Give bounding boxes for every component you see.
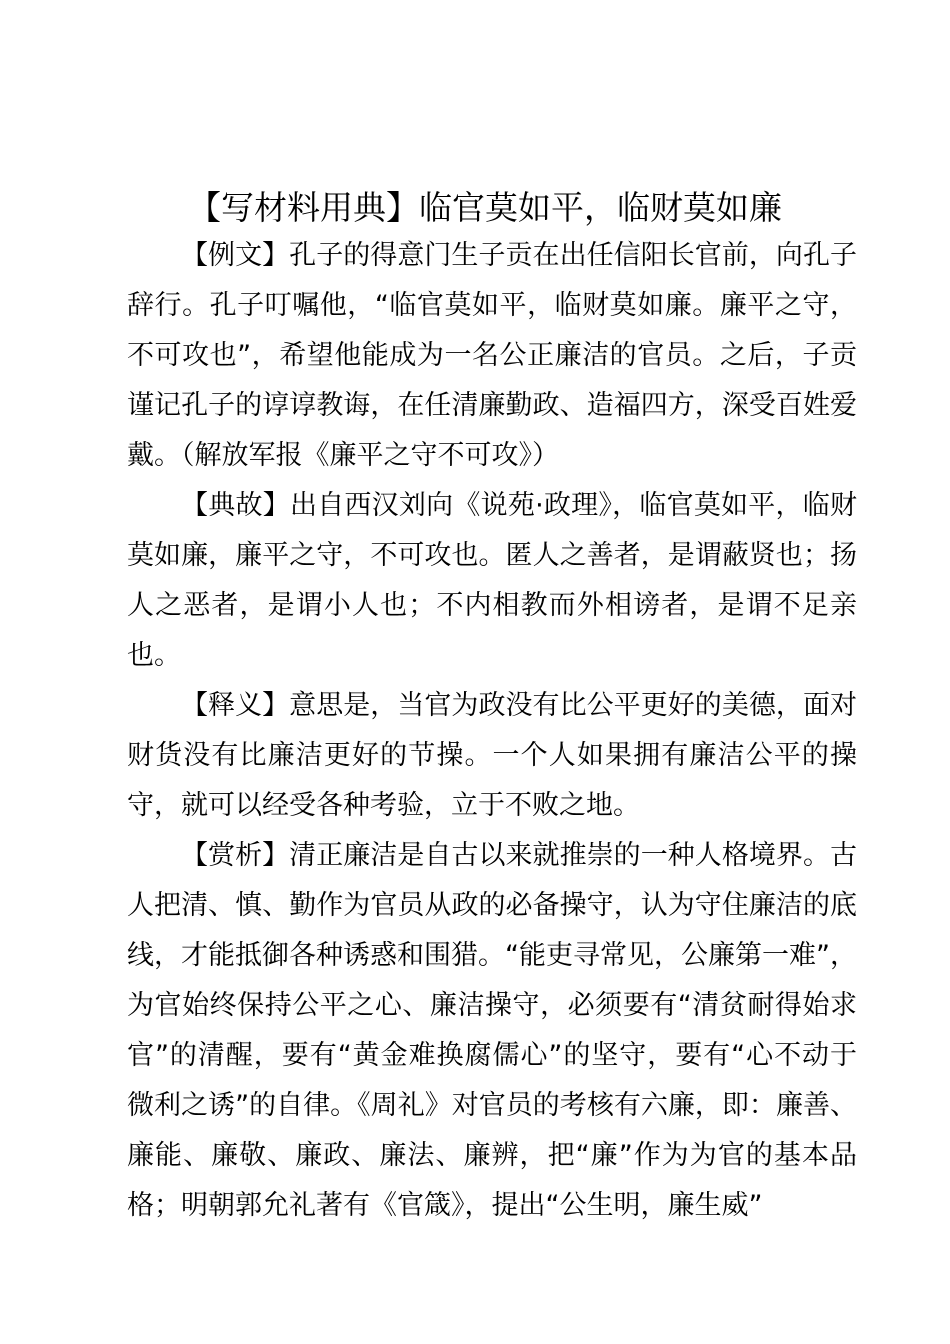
paragraph-text: 出自西汉刘向《说苑·政理》，临官莫如平，临财莫如廉，廉平之守，不可攻也。匿人之善者，是谓蔽贤也；扬人之恶者，是谓小人也；不内相教而外相谤者，是谓不足亲也。 xyxy=(127,490,857,671)
paragraph-tag: 【赏析】 xyxy=(181,840,290,871)
paragraph-appreciation xyxy=(127,831,857,1231)
paragraph-text: 孔子的得意门生子贡在出任信阳长官前，向孔子辞行。孔子叮嘱他，“临官莫如平，临财莫如廉。廉平之守，不可攻也”，希望他能成为一名公正廉洁的官员。之后，子贡谨记孔子的谆谆教诲，在任清廉勤政、造福四方，深受百姓爱戴。（解放军报《廉平之守不可攻》） xyxy=(127,240,858,471)
paragraph-example xyxy=(127,231,857,481)
paragraph-text: 意思是，当官为政没有比公平更好的美德，面对财货没有比廉洁更好的节操。一个人如果拥有廉洁公平的操守，就可以经受各种考验，立于不败之地。 xyxy=(127,690,858,821)
paragraph-tag: 【例文】 xyxy=(181,240,290,271)
paragraph-allusion xyxy=(127,481,857,681)
paragraph-tag: 【释义】 xyxy=(181,690,290,721)
document-title: 【写材料用典】临官莫如平，临财莫如廉 xyxy=(188,188,782,227)
paragraph-tag: 【典故】 xyxy=(181,490,290,521)
paragraph-text: 清正廉洁是自古以来就推崇的一种人格境界。古人把清、慎、勤作为官员从政的必备操守，认为守住廉洁的底线，才能抵御各种诱惑和围猎。“能吏寻常见，公廉第一难”，为官始终保持公平之心、廉洁操守，必须要有“清贫耐得始求官”的清醒，要有“黄金难换腐儒心”的坚守，要有“心不动于微利之诱”的自律。《周礼》对官员的考核有六廉，即：廉善、廉能、廉敬、廉政、廉法、廉辨，把“廉”作为为官的基本品格；明朝郭允礼著有《官箴》，提出“公生明，廉生威” xyxy=(127,840,858,1221)
paragraph-interpretation xyxy=(127,681,857,831)
document-body xyxy=(127,231,857,1231)
